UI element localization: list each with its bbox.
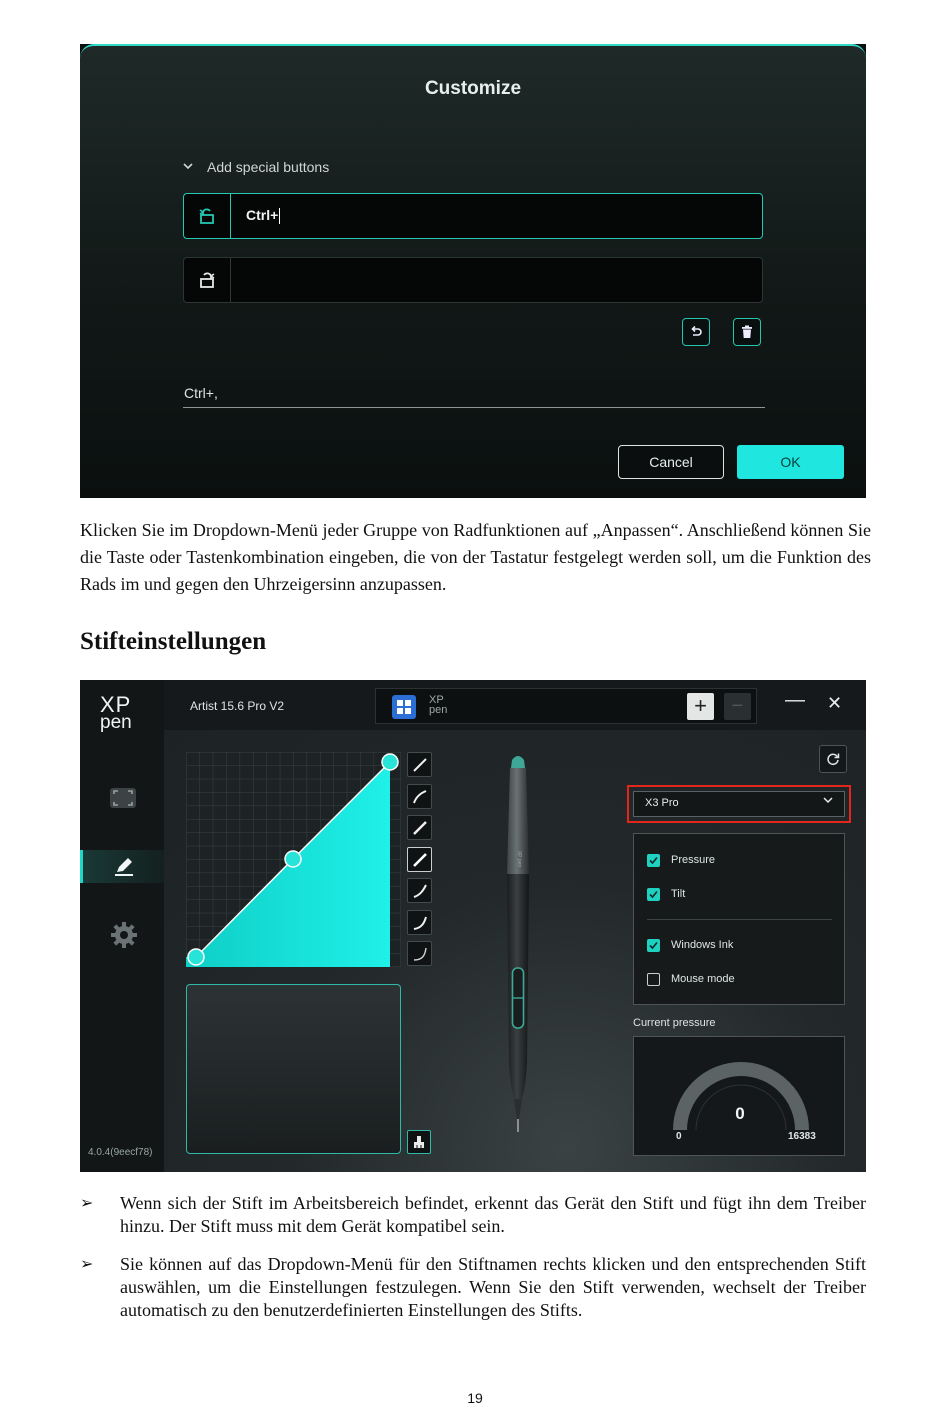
delete-button[interactable] — [733, 318, 761, 346]
gear-icon[interactable] — [110, 921, 138, 954]
checkbox-windows-ink[interactable] — [647, 939, 660, 952]
logo-bottom: pen — [100, 712, 132, 733]
curve-preset-1[interactable] — [407, 752, 432, 777]
logo-top: XP — [100, 692, 132, 717]
pressure-value: 0 — [735, 1104, 745, 1123]
checkmark-icon — [649, 941, 658, 950]
current-pressure-label: Current pressure — [633, 1017, 716, 1029]
pen-nib-icon — [412, 789, 428, 805]
clockwise-key-field[interactable] — [183, 193, 763, 239]
chevron-down-icon — [822, 794, 834, 809]
refresh-icon — [826, 752, 840, 766]
curve-preset-7[interactable] — [407, 941, 432, 966]
page-number: 19 — [467, 1390, 483, 1406]
bullet-pen-detection: Wenn sich der Stift im Arbeitsbereich befindet, erkennt das Gerät den Stift und fügt ihn dem Treiber hinzu. Der Stift muss mit dem Gerät kompatibel sein. — [120, 1193, 866, 1236]
paragraph-wheel-customize: Klicken Sie im Dropdown-Menü jeder Gruppe von Radfunktionen auf „Anpassen“. Anschließend können Sie die Taste oder Tastenkombination eingeben, die von der Tastatur festgelegt werden soll, um die Funktion des Rads im und gegen den Uhrzeigersinn anzupassen. — [80, 520, 871, 594]
pressure-min: 0 — [676, 1131, 682, 1142]
pressure-test-area[interactable] — [186, 984, 401, 1154]
dialog-title: Customize — [424, 78, 522, 99]
option-windows-ink[interactable] — [647, 937, 733, 953]
option-mouse-mode[interactable] — [647, 971, 735, 987]
counterclockwise-key-field[interactable] — [183, 257, 763, 303]
curve-preset-5[interactable] — [407, 878, 432, 903]
trash-icon — [741, 325, 753, 339]
pressure-gauge — [670, 1048, 812, 1138]
shortcut-summary: Ctrl+, — [184, 385, 218, 401]
clockwise-key-text: Ctrl+ — [246, 207, 279, 223]
curve-handle-mid — [285, 851, 301, 867]
curve-handle-end — [382, 754, 398, 770]
customize-dialog — [80, 44, 866, 498]
pen-nib-icon — [412, 757, 428, 773]
xppen-logo — [100, 692, 132, 733]
pen-nib-icon — [412, 883, 428, 899]
curve-preset-6[interactable] — [407, 910, 432, 935]
bullet-marker: ➢ — [80, 1256, 94, 1273]
checkbox-tilt[interactable] — [647, 888, 660, 901]
option-label-windows-ink: Windows Ink — [671, 939, 734, 951]
grid-icon — [397, 700, 411, 714]
curve-preset-2[interactable] — [407, 784, 432, 809]
pen-nib-icon — [412, 852, 428, 868]
rotate-clockwise-icon — [184, 194, 231, 238]
customize-dialog-screenshot — [80, 44, 866, 498]
rotate-counterclockwise-icon — [184, 258, 231, 302]
pen-icon — [112, 854, 136, 883]
checkbox-mouse-mode[interactable] — [647, 973, 660, 986]
section-label[interactable]: Add special buttons — [207, 159, 330, 175]
all-apps-tab[interactable] — [392, 695, 416, 719]
clear-test-area-button[interactable] — [407, 1130, 431, 1154]
xppen-app-tab[interactable] — [429, 695, 447, 715]
option-tilt[interactable] — [647, 886, 685, 902]
option-label-pressure: Pressure — [671, 854, 716, 866]
clockwise-key-value — [246, 207, 280, 224]
option-pressure[interactable] — [647, 852, 715, 868]
pressure-max: 16383 — [788, 1131, 816, 1142]
pen-brand-text: XP pen — [516, 850, 522, 868]
option-label-tilt: Tilt — [671, 888, 686, 900]
refresh-button[interactable] — [819, 745, 847, 773]
tab-logo-bottom: pen — [429, 704, 448, 716]
minimize-icon[interactable]: — — [785, 689, 805, 711]
version-label: 4.0.4(9eecf78) — [88, 1147, 153, 1158]
work-area-icon[interactable] — [109, 787, 137, 814]
close-icon[interactable]: ✕ — [827, 693, 843, 713]
chevron-down-icon[interactable] — [182, 160, 194, 175]
pen-select-value: X3 Pro — [645, 797, 679, 809]
pen-illustration — [498, 754, 538, 1134]
option-label-mouse-mode: Mouse mode — [671, 973, 735, 985]
pen-nib-icon — [412, 820, 428, 836]
tab-logo-top: XP — [429, 694, 444, 706]
summary-underline — [183, 407, 765, 408]
curve-preset-3[interactable] — [407, 815, 432, 840]
bullet-pen-dropdown: Sie können auf das Dropdown-Menü für den Stiftnamen rechts klicken und den entsprechenden Stift auswählen, um die Einstellungen festzulegen. Wenn Sie den Stift verwenden, wechselt der Treiber automatisch zu den benutzerdefinierten Einstellungen des Stifts. — [120, 1254, 866, 1320]
device-name: Artist 15.6 Pro V2 — [190, 699, 285, 713]
section-heading: Stifteinstellungen — [80, 628, 267, 655]
remove-app-button[interactable]: − — [724, 693, 751, 720]
ok-button[interactable]: OK — [737, 445, 844, 479]
undo-icon — [689, 325, 703, 339]
pen-settings-screenshot — [80, 680, 866, 1172]
options-divider — [647, 919, 832, 920]
bullet-marker: ➢ — [80, 1195, 94, 1212]
curve-preset-4[interactable] — [407, 847, 432, 872]
pressure-curve-editor[interactable] — [186, 752, 401, 967]
text-caret — [279, 208, 280, 224]
curve-handle-start — [188, 949, 204, 965]
pen-nib-icon — [412, 946, 428, 962]
undo-button[interactable] — [682, 318, 710, 346]
checkmark-icon — [649, 890, 658, 899]
brush-icon — [412, 1135, 426, 1149]
checkbox-pressure[interactable] — [647, 854, 660, 867]
pen-nib-icon — [412, 915, 428, 931]
checkmark-icon — [649, 856, 658, 865]
sidebar-active-indicator — [80, 850, 83, 883]
cancel-button[interactable]: Cancel — [618, 445, 724, 479]
add-app-button[interactable]: + — [687, 693, 714, 720]
